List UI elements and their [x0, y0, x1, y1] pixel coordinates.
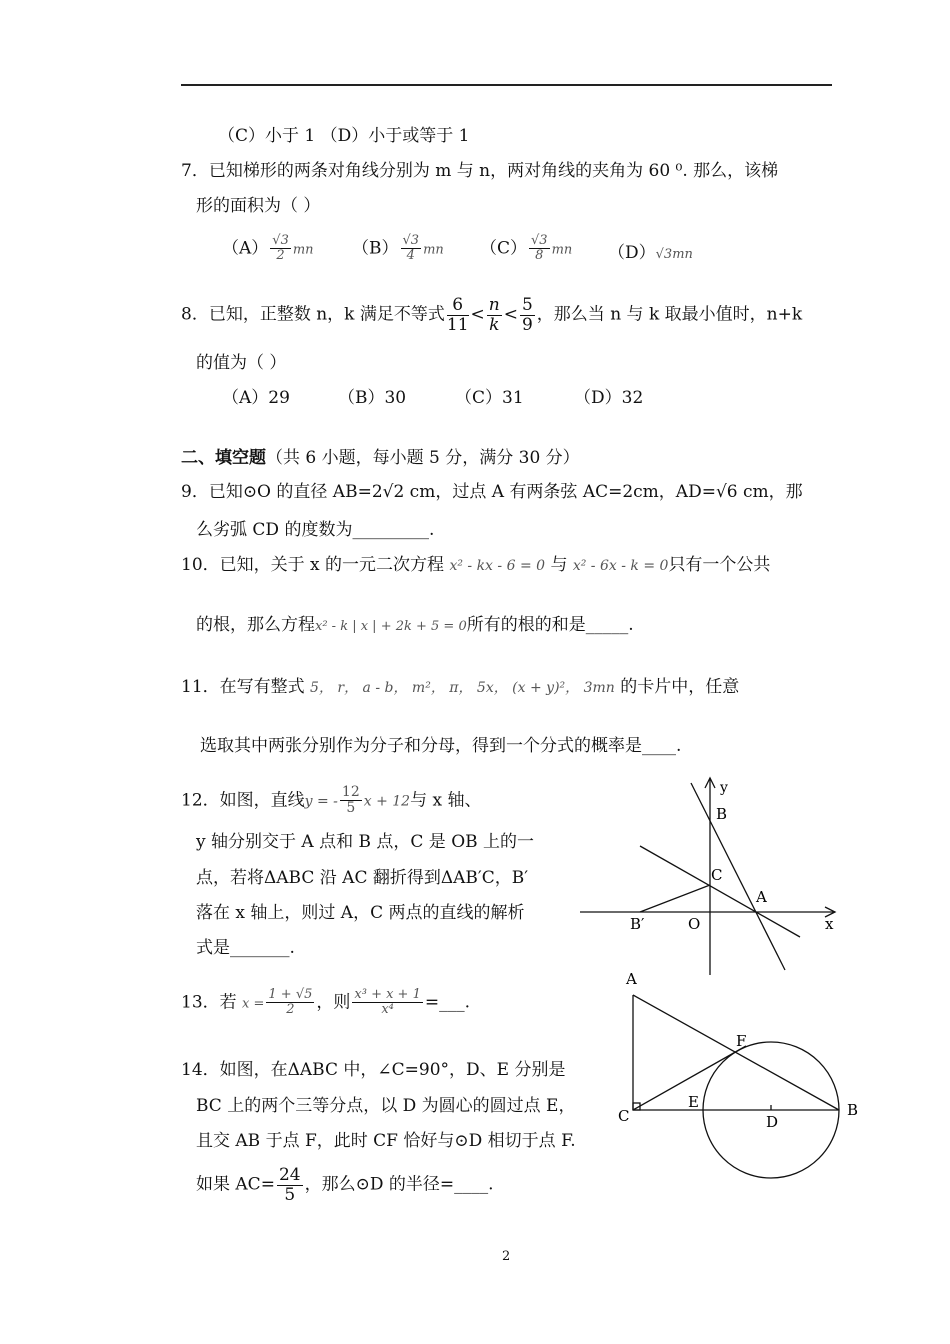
label-y: y — [720, 780, 728, 796]
q12-line1: 12．如图，直线y = - $\frac{12}{5}$ x + 12与 x 轴、 — [181, 784, 482, 817]
q7-option-a: （A） $\frac{√3}{2}$ mn — [222, 233, 314, 264]
q8-line2: 的值为（ ） — [196, 353, 287, 373]
q7-option-d: （D）√3mn — [608, 243, 693, 263]
q7-option-c: （C） $\frac{√3}{8}$ mn — [480, 233, 573, 264]
q11-line2: 选取其中两张分别作为分子和分母，得到一个分式的概率是____. — [200, 736, 682, 756]
label-c: C — [618, 1107, 630, 1125]
q9-line1: 9．已知⊙O 的直径 AB=2√2 cm，过点 A 有两条弦 AC=2cm，AD=√6 cm，那 — [181, 482, 803, 502]
section-heading: 二、填空题（共 6 小题，每小题 5 分，满分 30 分） — [181, 448, 580, 468]
q10-line1: 10．已知，关于 x 的一元二次方程 x² - kx - 6 = 0 与 x² - 6x - k = 0只有一个公共 — [181, 555, 771, 575]
q12-line2: y 轴分别交于 A 点和 B 点，C 是 OB 上的一 — [196, 832, 535, 852]
label-d: D — [766, 1113, 779, 1131]
q13-line: 13．若 x = $\frac{1 + √5}{2}$ ，则 $\frac{\text{x³ + x + 1}}{\text{x⁴}}$ =___. — [181, 987, 471, 1018]
q8-line1: 8．已知，正整数 n，k 满足不等式 $\frac{6}{11}$ < $\frac{n}{k}$ < $\frac{5}{9}$ ，那么当 n 与 k 取最小值时，n+k — [181, 295, 803, 335]
q14-line2: BC 上的两个三等分点，以 D 为圆心的圆过点 E， — [196, 1096, 576, 1116]
q14-line1: 14．如图，在ΔABC 中，∠C=90°，D、E 分别是 — [181, 1060, 566, 1080]
q10-line2: 的根，那么方程x² - k | x | + 2k + 5 = 0所有的根的和是_____. — [196, 615, 634, 635]
q8-option-a: （A）29 — [222, 388, 290, 408]
q7-line2: 形的面积为（ ） — [196, 196, 321, 216]
q12-figure — [570, 770, 850, 980]
q8-option-d: （D）32 — [574, 388, 644, 408]
q9-line2: 么劣弧 CD 的度数为_________. — [196, 520, 435, 540]
label-c: C — [711, 866, 723, 884]
q6-options-continued: （C）小于 1 （D）小于或等于 1 — [218, 126, 470, 146]
label-a: A — [756, 888, 767, 906]
q11-line1: 11．在写有整式 5， r， a - b， m²， π， 5x， (x + y)²， 3mn 的卡片中，任意 — [181, 677, 740, 697]
label-e: E — [688, 1093, 699, 1111]
label-a: A — [626, 970, 637, 988]
q8-option-c: （C）31 — [455, 388, 524, 408]
line-ab — [691, 783, 785, 970]
q12-line5: 式是_______. — [196, 938, 295, 958]
label-o: O — [688, 915, 701, 933]
q7-line1: 7．已知梯形的两条对角线分别为 m 与 n，两对角线的夹角为 60 ⁰. 那么，该梯 — [181, 161, 779, 181]
segment-bpc — [640, 885, 710, 912]
label-b: B — [847, 1101, 859, 1119]
q14-figure — [610, 965, 870, 1185]
q14-line3: 且交 AB 于点 F，此时 CF 恰好与⊙D 相切于点 F. — [196, 1131, 576, 1151]
label-x: x — [825, 915, 834, 933]
q14-line4: 如果 AC= $\frac{24}{5}$ ，那么⊙D 的半径=____. — [196, 1165, 494, 1205]
page-number: 2 — [502, 1249, 511, 1264]
q8-option-b: （B）30 — [338, 388, 407, 408]
q7-option-b: （B） $\frac{√3}{4}$ mn — [352, 233, 444, 264]
label-bprime: B′ — [630, 915, 645, 933]
q12-line3: 点，若将ΔABC 沿 AC 翻折得到ΔAB′C，B′ — [196, 868, 529, 888]
label-f: F — [736, 1032, 747, 1050]
label-b: B — [716, 805, 728, 823]
header-rule — [181, 84, 832, 86]
line-ac — [640, 846, 800, 937]
q12-line4: 落在 x 轴上，则过 A，C 两点的直线的解析 — [196, 903, 525, 923]
